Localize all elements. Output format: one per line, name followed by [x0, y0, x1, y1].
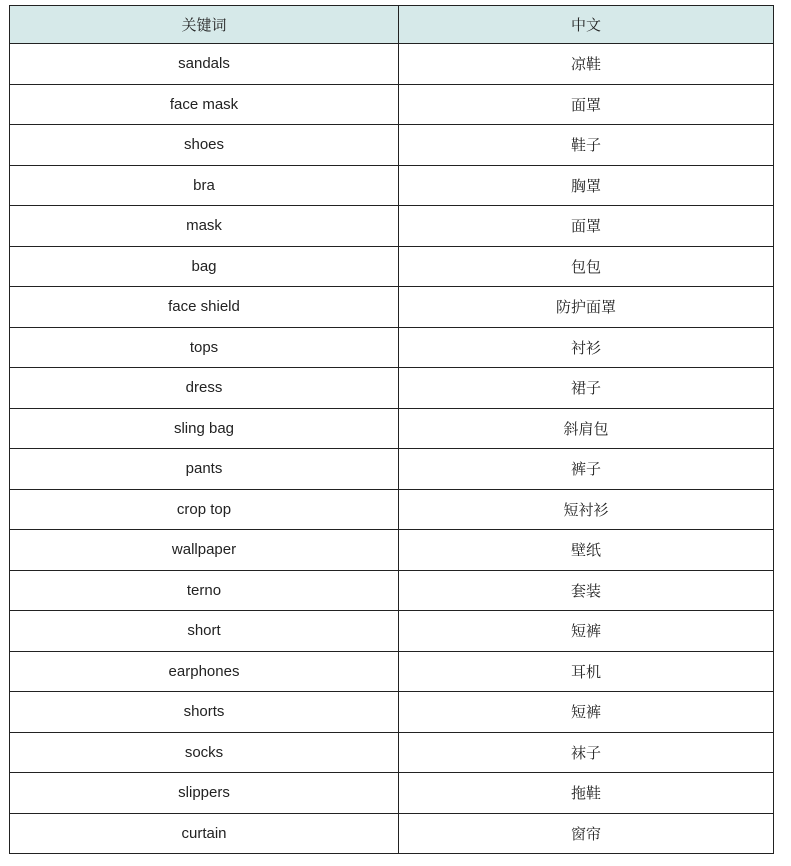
- chinese-cell: 衬衫: [399, 327, 774, 368]
- chinese-cell: 套装: [399, 570, 774, 611]
- chinese-cell: 包包: [399, 246, 774, 287]
- table-row: [10, 692, 774, 733]
- chinese-cell: 耳机: [399, 651, 774, 692]
- table-row: [10, 651, 774, 692]
- keyword-table: [9, 5, 774, 854]
- chinese-cell: 防护面罩: [399, 287, 774, 328]
- keyword-cell: wallpaper: [10, 530, 399, 571]
- table-row: [10, 165, 774, 206]
- keyword-cell: shorts: [10, 692, 399, 733]
- chinese-cell: 面罩: [399, 206, 774, 247]
- keyword-cell: sling bag: [10, 408, 399, 449]
- keyword-cell: slippers: [10, 773, 399, 814]
- keyword-cell: bra: [10, 165, 399, 206]
- chinese-cell: 裙子: [399, 368, 774, 409]
- keyword-cell: sandals: [10, 44, 399, 85]
- header-chinese: 中文: [399, 6, 774, 44]
- table-row: [10, 732, 774, 773]
- chinese-cell: 拖鞋: [399, 773, 774, 814]
- table-row: [10, 773, 774, 814]
- keyword-cell: curtain: [10, 813, 399, 854]
- chinese-cell: 斜肩包: [399, 408, 774, 449]
- keyword-cell: mask: [10, 206, 399, 247]
- chinese-cell: 袜子: [399, 732, 774, 773]
- keyword-cell: short: [10, 611, 399, 652]
- table-row: [10, 449, 774, 490]
- keyword-table-container: [9, 5, 773, 854]
- table-row: [10, 570, 774, 611]
- table-row: [10, 408, 774, 449]
- chinese-cell: 胸罩: [399, 165, 774, 206]
- keyword-cell: face shield: [10, 287, 399, 328]
- table-row: [10, 327, 774, 368]
- table-row: [10, 489, 774, 530]
- chinese-cell: 窗帘: [399, 813, 774, 854]
- table-row: [10, 813, 774, 854]
- table-row: [10, 84, 774, 125]
- table-row: [10, 530, 774, 571]
- table-body: [10, 44, 774, 854]
- keyword-cell: tops: [10, 327, 399, 368]
- keyword-cell: pants: [10, 449, 399, 490]
- chinese-cell: 面罩: [399, 84, 774, 125]
- header-keyword: 关键词: [10, 6, 399, 44]
- keyword-cell: socks: [10, 732, 399, 773]
- table-header: [10, 6, 774, 44]
- table-row: [10, 206, 774, 247]
- chinese-cell: 裤子: [399, 449, 774, 490]
- chinese-cell: 鞋子: [399, 125, 774, 166]
- header-row: [10, 6, 774, 44]
- chinese-cell: 短衬衫: [399, 489, 774, 530]
- table-row: [10, 44, 774, 85]
- table-row: [10, 611, 774, 652]
- chinese-cell: 短裤: [399, 611, 774, 652]
- keyword-cell: dress: [10, 368, 399, 409]
- keyword-cell: earphones: [10, 651, 399, 692]
- keyword-cell: face mask: [10, 84, 399, 125]
- table-row: [10, 125, 774, 166]
- keyword-cell: crop top: [10, 489, 399, 530]
- keyword-cell: bag: [10, 246, 399, 287]
- chinese-cell: 壁纸: [399, 530, 774, 571]
- table-row: [10, 287, 774, 328]
- table-row: [10, 246, 774, 287]
- table-row: [10, 368, 774, 409]
- keyword-cell: shoes: [10, 125, 399, 166]
- chinese-cell: 短裤: [399, 692, 774, 733]
- chinese-cell: 凉鞋: [399, 44, 774, 85]
- keyword-cell: terno: [10, 570, 399, 611]
